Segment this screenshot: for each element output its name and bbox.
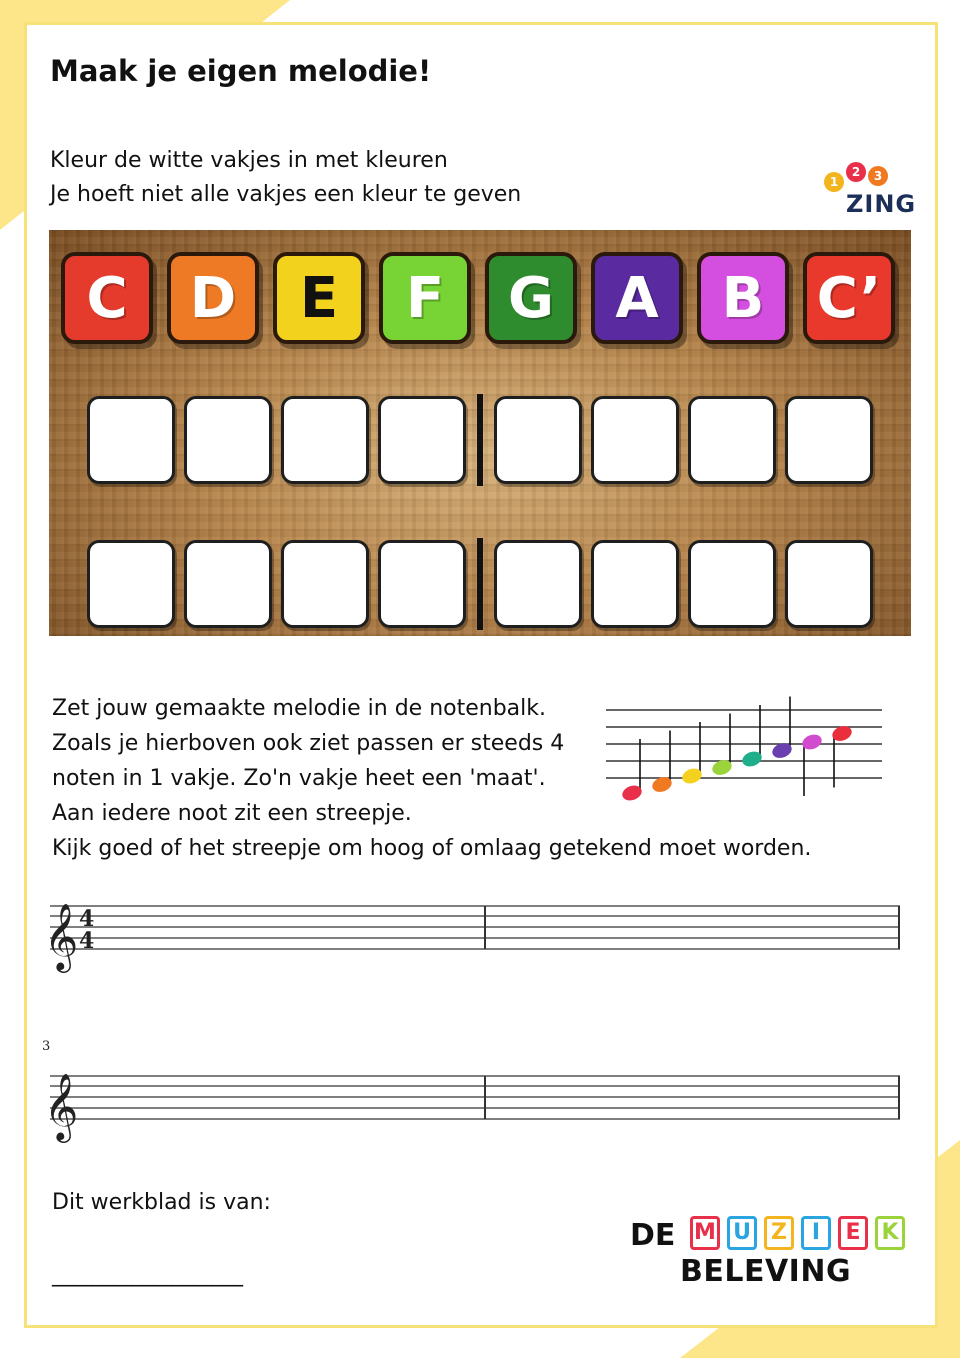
note-key-b	[697, 252, 789, 344]
color-cell[interactable]	[785, 540, 873, 628]
logo-letter-block: U	[727, 1216, 757, 1250]
instruction-line-1: Kleur de witte vakjes in met kleuren	[50, 148, 448, 173]
color-cell[interactable]	[688, 540, 776, 628]
note-key-c	[61, 252, 153, 344]
owner-label: Dit werkblad is van:	[52, 1190, 271, 1215]
color-cell[interactable]	[494, 396, 582, 484]
note-key-label: E	[299, 265, 339, 331]
colored-scale-illustration	[598, 686, 894, 810]
time-signature-bottom: 4	[79, 928, 95, 954]
melody-instruction-4: Aan iedere noot zit een streepje.	[52, 801, 412, 826]
owner-name-line[interactable]: ___________________	[52, 1262, 242, 1287]
note-key-label: G	[508, 265, 554, 331]
time-signature-top: 4	[79, 906, 95, 932]
note-key-label: B	[721, 265, 765, 331]
page-title: Maak je eigen melodie!	[50, 54, 432, 88]
note-key-e	[273, 252, 365, 344]
logo-letter-block: K	[875, 1216, 905, 1250]
color-cell[interactable]	[184, 396, 272, 484]
color-cell[interactable]	[184, 540, 272, 628]
logo-letter-block: M	[690, 1216, 720, 1250]
note-key-g	[485, 252, 577, 344]
logo-letter-block: I	[801, 1216, 831, 1250]
board-barline	[477, 394, 483, 486]
measure-number: 3	[42, 1039, 51, 1054]
color-cell[interactable]	[494, 540, 582, 628]
logo-letter-block: E	[838, 1216, 868, 1250]
note-key-c-high	[803, 252, 895, 344]
note-key-d	[167, 252, 259, 344]
logo-word-de: DE	[630, 1218, 676, 1253]
color-cell[interactable]	[591, 396, 679, 484]
zing-bubble-3: 3	[868, 166, 888, 186]
color-cell[interactable]	[281, 540, 369, 628]
note-key-label: F	[405, 265, 445, 331]
note-key-label: D	[189, 265, 237, 331]
color-cell[interactable]	[378, 396, 466, 484]
note-key-f	[379, 252, 471, 344]
zing-logo-text: ZING	[846, 190, 917, 218]
zing-logo	[820, 160, 917, 224]
color-cell[interactable]	[281, 396, 369, 484]
note-key-label: A	[615, 265, 659, 331]
color-cell[interactable]	[87, 396, 175, 484]
treble-clef: 𝄞	[44, 1072, 79, 1140]
treble-clef: 𝄞	[44, 902, 79, 970]
logo-word-beleving: BELEVING	[680, 1254, 852, 1289]
de-muziek-beleving-logo	[628, 1214, 918, 1294]
note-key-label: C	[86, 265, 128, 331]
melody-instruction-1: Zet jouw gemaakte melodie in de notenbalk.	[52, 696, 547, 721]
color-cell[interactable]	[785, 396, 873, 484]
melody-instruction-2: Zoals je hierboven ook ziet passen er steeds 4	[52, 731, 565, 756]
zing-bubble-2: 2	[846, 162, 866, 182]
melody-instruction-3: noten in 1 vakje. Zo'n vakje heet een 'maat'.	[52, 766, 546, 791]
color-cell[interactable]	[87, 540, 175, 628]
board-barline	[477, 538, 483, 630]
note-key-a	[591, 252, 683, 344]
color-cell[interactable]	[591, 540, 679, 628]
logo-letter-block: Z	[764, 1216, 794, 1250]
zing-bubble-1: 1	[824, 172, 844, 192]
instruction-line-2: Je hoeft niet alle vakjes een kleur te geven	[50, 182, 522, 207]
color-cell[interactable]	[688, 396, 776, 484]
note-key-label: C’	[816, 265, 882, 331]
melody-instruction-5: Kijk goed of het streepje om hoog of omlaag getekend moet worden.	[52, 836, 812, 861]
page-frame	[24, 22, 938, 1328]
melody-board	[49, 230, 911, 636]
color-cell[interactable]	[378, 540, 466, 628]
